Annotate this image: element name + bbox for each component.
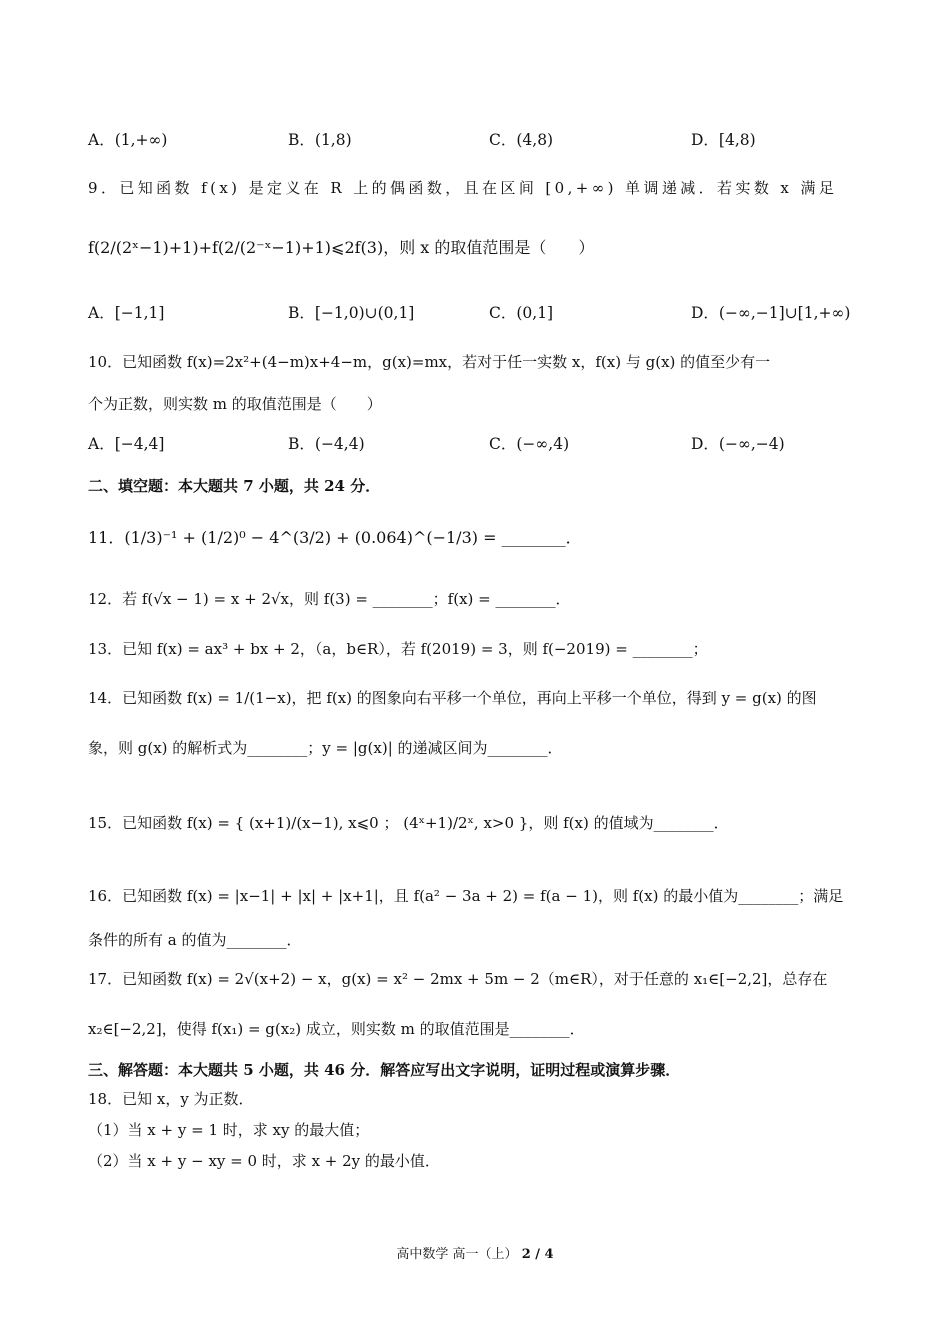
- q8-options: [88, 126, 868, 154]
- q8-option-a: A．(1,+∞): [88, 131, 168, 149]
- q9-stem-line1: 9．已知函数 f(x) 是定义在 R 上的偶函数，且在区间 [0,+∞) 单调递减．若实数 x 满足: [88, 179, 838, 197]
- q16-line1: 16．已知函数 f(x) = |x−1| + |x| + |x+1|，且 f(a² − 3a + 2) = f(a − 1)，则 f(x) 的最小值为________；满足: [88, 887, 844, 905]
- q15: 15．已知函数 f(x) = { (x+1)/(x−1), x⩽0 ； (4ˣ+1)/2ˣ, x>0 }，则 f(x) 的值域为________．: [88, 814, 729, 832]
- q17-line1: 17．已知函数 f(x) = 2√(x+2) − x，g(x) = x² − 2mx + 5m − 2（m∈R），对于任意的 x₁∈[−2,2]，总存在: [88, 970, 828, 988]
- q14-line1: 14．已知函数 f(x) = 1/(1−x)，把 f(x) 的图象向右平移一个单位，再向上平移一个单位，得到 y = g(x) 的图: [88, 689, 817, 707]
- q13: 13．已知 f(x) = ax³ + bx + 2，（a，b∈R），若 f(2019) = 3，则 f(−2019) = ________；: [88, 640, 708, 658]
- section-2-heading: 二、填空题：本大题共 7 小题，共 24 分．: [88, 477, 381, 495]
- q10-options: [88, 430, 868, 458]
- page-number: 2 / 4: [521, 1247, 554, 1262]
- q10-stem-line2: 个为正数，则实数 m 的取值范围是（ ）: [88, 395, 382, 413]
- q14-line2: 象，则 g(x) 的解析式为________；y = |g(x)| 的递减区间为________．: [88, 739, 563, 757]
- q8-option-b: B．(1,8): [288, 131, 352, 149]
- footer-label: 高中数学 高一（上）: [396, 1247, 518, 1262]
- q9-option-b: B．[−1,0)∪(0,1]: [288, 304, 415, 322]
- q11: 11．(1/3)⁻¹ + (1/2)⁰ − 4^(3/2) + (0.064)^(−1/3) = ________．: [88, 528, 582, 547]
- q8-option-d: D．[4,8): [691, 131, 756, 149]
- page-footer: [0, 1243, 950, 1262]
- q18-part1: （1）当 x + y = 1 时，求 xy 的最大值；: [88, 1121, 370, 1139]
- q8-option-c: C．(4,8): [489, 131, 554, 149]
- q18-part2: （2）当 x + y − xy = 0 时，求 x + 2y 的最小值．: [88, 1152, 440, 1170]
- q10-option-c: C．(−∞,4): [489, 435, 570, 453]
- q9-stem-line2: f(2/(2ˣ−1)+1)+f(2/(2⁻ˣ−1)+1)⩽2f(3)，则 x 的取值范围是（ ）: [88, 238, 595, 257]
- q9-options: [88, 299, 868, 327]
- q9-option-c: C．(0,1]: [489, 304, 554, 322]
- section-3-heading: 三、解答题：本大题共 5 小题，共 46 分．解答应写出文字说明，证明过程或演算步骤．: [88, 1061, 681, 1079]
- q16-line2: 条件的所有 a 的值为________．: [88, 931, 302, 949]
- q18-stem: 18．已知 x，y 为正数．: [88, 1090, 254, 1108]
- q9-option-d: D．(−∞,−1]∪[1,+∞): [691, 304, 851, 322]
- q10-stem-line1: 10．已知函数 f(x)=2x²+(4−m)x+4−m，g(x)=mx，若对于任一实数 x，f(x) 与 g(x) 的值至少有一: [88, 353, 771, 371]
- q12: 12．若 f(√x − 1) = x + 2√x，则 f(3) = ________；f(x) = ________．: [88, 590, 571, 608]
- q9-option-a: A．[−1,1]: [88, 304, 165, 322]
- q17-line2: x₂∈[−2,2]，使得 f(x₁) = g(x₂) 成立，则实数 m 的取值范围是________．: [88, 1020, 585, 1038]
- q10-option-b: B．(−4,4): [288, 435, 365, 453]
- q10-option-d: D．(−∞,−4): [691, 435, 785, 453]
- q10-option-a: A．[−4,4]: [88, 435, 165, 453]
